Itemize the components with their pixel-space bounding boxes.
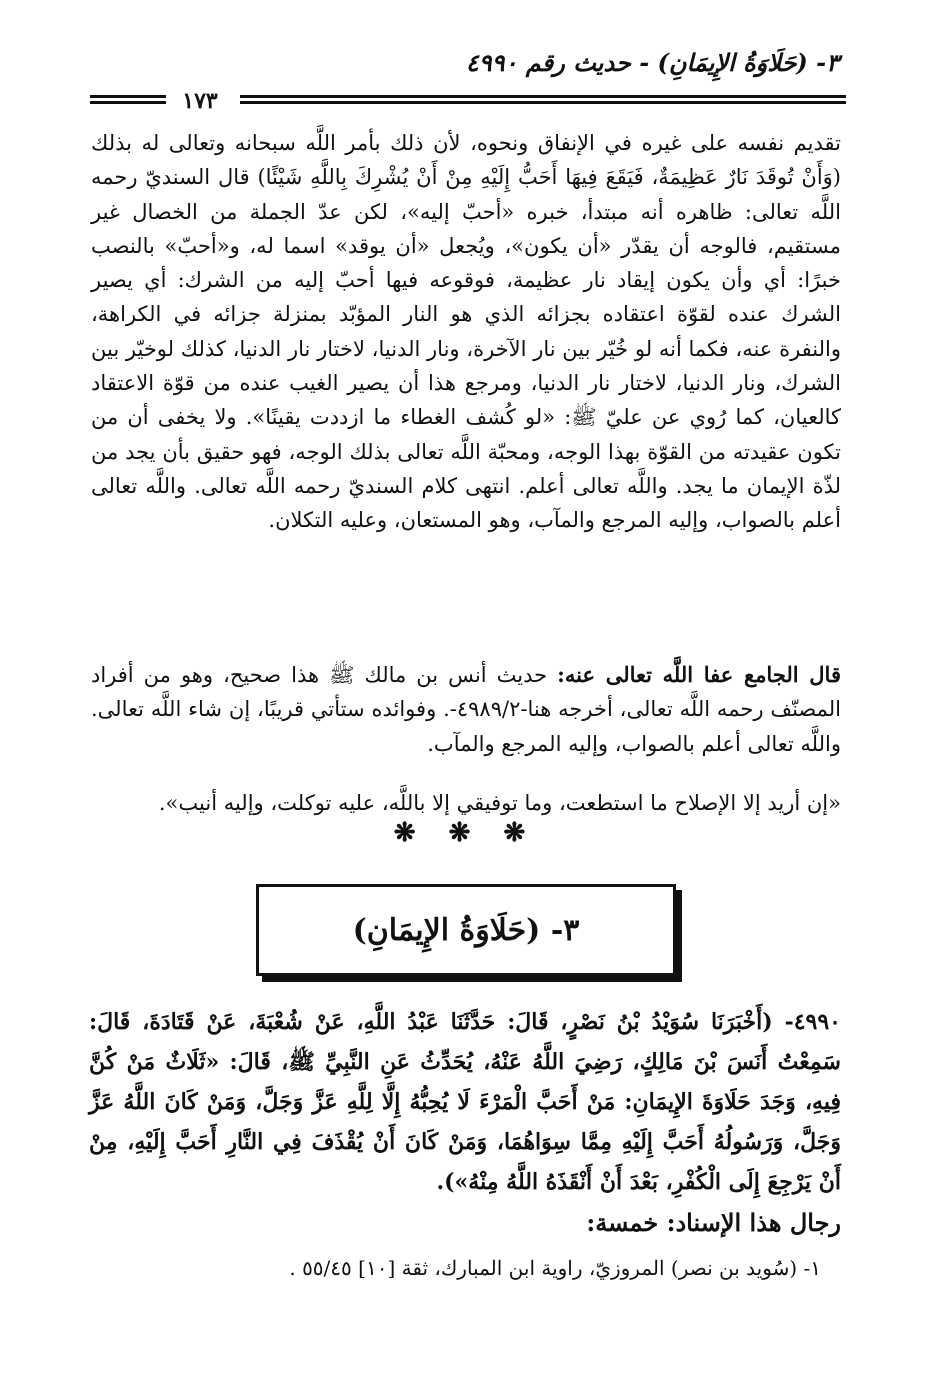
chapter-heading-box xyxy=(256,884,676,976)
hadith-text: ٤٩٩٠- (أَخْبَرَنَا سُوَيْدُ بْنُ نَصْرٍ، قَالَ: حَدَّثَنَا عَبْدُ اللَّهِ، عَنْ شُعْبَةَ، عَنْ قَتَادَةَ، قَالَ: سَمِعْتُ أَنَسَ بْنَ مَالِكٍ، رَضِيَ اللَّهُ عَنْهُ، يُحَدِّثُ عَنِ النَّبِيِّ ﷺ، قَالَ: «ثَلَاثٌ مَنْ كُنَّ فِيهِ، وَجَدَ حَلَاوَةَ الإِيمَانِ: مَنْ أَحَبَّ الْمَرْءَ لَا يُحِبُّهُ إِلَّا لِلَّهِ عَزَّ وَجَلَّ، وَمَنْ كَانَ اللَّهُ عَزَّ وَجَلَّ، وَرَسُولُهُ أَحَبَّ إِلَيْهِ مِمَّا سِوَاهُمَا، وَمَنْ كَانَ أَنْ يُقْذَفَ فِي النَّارِ أَحَبَّ إِلَيْهِ، مِنْ أَنْ يَرْجِعَ إِلَى الْكُفْرِ، بَعْدَ أَنْ أَنْقَذَهُ اللَّهُ مِنْهُ»). xyxy=(89,1009,841,1195)
narrator-item: ١- (سُويد بن نصر) المروزيّ، راوية ابن المبارك، ثقة [١٠] ٥٥/٤٥ . xyxy=(289,1256,821,1280)
narrators-heading: رجال هذا الإسناد: خمسة: xyxy=(586,1208,841,1237)
running-title: ٣- (حَلَاوَةُ الإِيمَانِ) - حديث رقم ٤٩٩٠ xyxy=(465,48,839,77)
header-rule-right-2 xyxy=(240,101,846,104)
page-number: ١٧٣ xyxy=(182,88,218,114)
compiler-note-text: حديث أنس بن مالك ﷺ هذا صحيح، وهو من أفراد المصنّف رحمه اللَّه تعالى، أخرجه هنا-٤٩٨٩/٢-. وفوائده ستأتي قريبًا، إن شاء اللَّه تعالى. واللَّه تعالى أعلم بالصواب، وإليه المرجع والمآب. xyxy=(91,663,841,756)
commentary-paragraph: تقديم نفسه على غيره في الإنفاق ونحوه، لأن ذلك بأمر اللَّه سبحانه وتعالى له بذلك (وَأَنْ تُوقَدَ نَارٌ عَظِيمَةٌ، فَيَقَعَ فِيهَا أَحَبُّ إِلَيْهِ مِنْ أَنْ يُشْرِكَ بِاللَّهِ شَيْئًا) قال السنديّ رحمه اللَّه تعالى: ظاهره أنه مبتدأ، خبره «أحبّ إليه»، لكن عدّ الجملة من الخصال غير مستقيم، فالوجه أن يقدّر «أن يكون»، ويُجعل «أن يوقد» اسما له، و«أحبّ» بالنصب خبرًا: أي وأن يكون إيقاد نار عظيمة، فوقوعه فيها أحبّ إليه من الشرك: أي يصير الشرك عنده لقوّة اعتقاده بجزائه الذي هو النار المؤبّد بمنزلة جزائه في الكراهة، والنفرة عنه، فكما أنه لو خُيّر بين نار الآخرة، ونار الدنيا، لاختار نار الدنيا، كذلك لوخيّر بين الشرك، ونار الدنيا، لاختار نار الدنيا، ومرجع هذا أن يصير الغيب عنده من قوّة الاعتقاد كالعيان، كما رُوي عن عليّ ﷺ: «لو كُشف الغطاء ما ازددت يقينًا». ولا يخفى أن من تكون عقيدته من القوّة بهذا الوجه، ومحبّة اللَّه تعالى بذلك الوجه، فهو حقيق بأن يجد من لذّة الإيمان ما يجد. واللَّه تعالى أعلم. انتهى كلام السنديّ رحمه اللَّه تعالى. واللَّه تعالى أعلم بالصواب، وإليه المرجع والمآب، وهو المستعان، وعليه التكلان. xyxy=(91,131,841,533)
compiler-note-paragraph xyxy=(91,658,841,761)
header-rule-left xyxy=(90,95,166,98)
section-separator: ❋ ❋ ❋ xyxy=(393,818,538,848)
chapter-title: ٣- (حَلَاوَةُ الإِيمَانِ) xyxy=(352,912,580,948)
header-rule-left-2 xyxy=(90,101,166,104)
compiler-note-lead: قال الجامع عفا اللَّه تعالى عنه: xyxy=(557,662,841,687)
closing-quote: «إن أريد إلا الإصلاح ما استطعت، وما توفيقي إلا باللَّه، عليه توكلت، وإليه أنيب». xyxy=(158,791,841,815)
header-rule-right xyxy=(240,95,846,98)
